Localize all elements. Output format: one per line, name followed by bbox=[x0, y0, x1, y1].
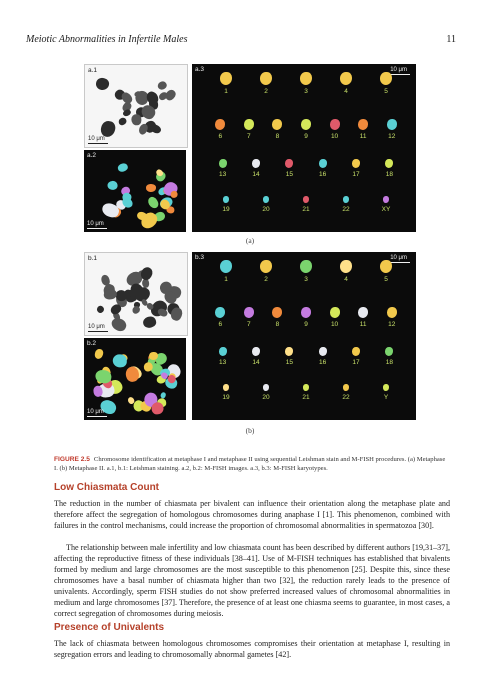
karyotype-label: 4 bbox=[344, 276, 348, 283]
panel-label: b.1 bbox=[88, 255, 98, 262]
karyotype-chromosome bbox=[340, 72, 352, 85]
karyotype-label: 6 bbox=[218, 133, 223, 140]
karyotype-chromosome bbox=[301, 119, 311, 130]
chromosome-blob bbox=[118, 163, 129, 173]
karyotype-chromosome bbox=[244, 307, 254, 318]
chromosome-blob bbox=[96, 78, 106, 89]
karyotype-label: 19 bbox=[222, 394, 230, 401]
panel-a2 bbox=[84, 150, 186, 232]
karyotype-chromosome bbox=[220, 260, 232, 273]
karyotype-label: 15 bbox=[285, 171, 293, 178]
karyotype-chromosome bbox=[300, 260, 312, 273]
karyotype-chromosome bbox=[319, 159, 327, 168]
karyotype-chromosome bbox=[387, 119, 397, 130]
section-heading: Low Chiasmata Count bbox=[54, 482, 160, 493]
scale-bar: 10 μm bbox=[87, 409, 107, 417]
scale-bar: 10 μm bbox=[390, 67, 410, 75]
karyotype-label: 8 bbox=[275, 321, 280, 328]
karyotype-chromosome bbox=[219, 159, 227, 168]
karyotype-chromosome bbox=[380, 260, 392, 273]
karyotype-label: 19 bbox=[222, 206, 230, 213]
karyotype-label: 10 bbox=[330, 133, 339, 140]
karyotype-chromosome bbox=[330, 119, 340, 130]
chromosome-blob bbox=[170, 190, 178, 198]
karyotype-chromosome bbox=[383, 196, 389, 203]
karyotype-label: 8 bbox=[275, 133, 280, 140]
karyotype-chromosome bbox=[260, 72, 272, 85]
chromosome-blob bbox=[149, 123, 163, 136]
karyotype-label: 20 bbox=[262, 394, 270, 401]
karyotype-label: 11 bbox=[359, 321, 367, 328]
karyotype-label: XY bbox=[381, 206, 391, 213]
chromosome-blob bbox=[96, 305, 106, 315]
karyotype-label: 9 bbox=[304, 321, 308, 328]
karyotype-label: 14 bbox=[252, 359, 260, 366]
karyotype-label: 3 bbox=[304, 88, 308, 95]
scale-bar: 10 μm bbox=[88, 136, 108, 144]
karyotype-chromosome bbox=[330, 307, 340, 318]
panel-label: a.1 bbox=[88, 67, 98, 74]
panel-label: b.3 bbox=[195, 254, 205, 261]
karyotype-label: 17 bbox=[352, 171, 360, 178]
karyotype-chromosome bbox=[263, 196, 269, 203]
karyotype-label: 16 bbox=[319, 359, 327, 366]
karyotype-label: 7 bbox=[247, 133, 251, 140]
karyotype-label: 1 bbox=[224, 88, 228, 95]
karyotype-chromosome bbox=[358, 119, 368, 130]
karyotype-label: 21 bbox=[302, 206, 310, 213]
chromosome-blob bbox=[142, 315, 158, 330]
chromosome-blob bbox=[107, 180, 118, 189]
chromosome-blob bbox=[146, 195, 160, 210]
karyotype-label: 12 bbox=[388, 321, 396, 328]
karyotype-chromosome bbox=[301, 307, 311, 318]
karyotype-label: 16 bbox=[319, 171, 327, 178]
karyotype-chromosome bbox=[303, 196, 309, 203]
karyotype-chromosome bbox=[272, 119, 282, 130]
karyotype-chromosome bbox=[343, 384, 349, 391]
figure-caption-label: FIGURE 2.5 bbox=[54, 456, 90, 463]
page-number: 11 bbox=[446, 34, 456, 45]
chromosome-blob bbox=[112, 354, 127, 368]
karyotype-chromosome bbox=[215, 119, 225, 130]
scale-bar: 10 μm bbox=[87, 221, 107, 229]
figure-caption-text: Chromosome identification at metaphase I and metaphase II using sequential Leishman stain and M-FISH procedures. (a) Metaphase I. (b) Metaphase II. a.1, b.1: Leishman staining. a.2, b.2: M-FISH images. a.3, b.3: M-FISH karyotypes. bbox=[54, 456, 446, 472]
karyotype-chromosome bbox=[343, 196, 349, 203]
chromosome-blob bbox=[99, 273, 110, 286]
karyotype-label: 6 bbox=[218, 321, 223, 328]
karyotype-chromosome bbox=[300, 72, 312, 85]
karyotype-label: 5 bbox=[384, 276, 388, 283]
chromosome-blob bbox=[146, 183, 157, 192]
paragraph: The relationship between male infertility and low chiasmata count has been described by different authors [19,31–37], affecting the reproductive fitness of these individuals [38–41]. Use of M-FISH techniques has established that bivalents formed by medium and large chromosomes are the most susceptible to this phenomenon [25]. Despite this, since these chromosomes have a basal number of chiasmata higher than two [32], the reduction rarely leads to the presence of univalents. Accordingly, sperm FISH studies do not show preferred increased values of chromosomal abnormalities in medium and large chromosomes [37]. Therefore, the presence of at least one chiasma seems to guarantee, in most cases, a correct segregation of chromosomes during meiosis. bbox=[54, 543, 450, 618]
karyotype-chromosome bbox=[352, 347, 360, 356]
scale-bar: 10 μm bbox=[390, 255, 410, 263]
karyotype-chromosome bbox=[263, 384, 269, 391]
karyotype-label: 20 bbox=[262, 206, 270, 213]
chromosome-blob bbox=[94, 348, 105, 360]
karyotype-chromosome bbox=[358, 307, 368, 318]
karyotype-chromosome bbox=[303, 384, 309, 391]
panel-b2 bbox=[84, 338, 186, 420]
karyotype-chromosome bbox=[272, 307, 282, 318]
figure-caption bbox=[54, 455, 450, 473]
panel-label: a.2 bbox=[87, 152, 97, 159]
karyotype-chromosome bbox=[223, 384, 229, 391]
karyotype-label: 5 bbox=[384, 88, 388, 95]
karyotype-chromosome bbox=[252, 347, 260, 356]
karyotype-label: 2 bbox=[264, 276, 268, 283]
chromosome-blob bbox=[132, 114, 142, 125]
running-head: Meiotic Abnormalities in Infertile Males bbox=[26, 34, 188, 45]
karyotype-label: 11 bbox=[359, 133, 367, 140]
karyotype-chromosome bbox=[285, 159, 293, 168]
karyotype-chromosome bbox=[319, 347, 327, 356]
karyotype-label: 21 bbox=[302, 394, 310, 401]
karyotype-chromosome bbox=[220, 72, 232, 85]
panel-label: a.3 bbox=[195, 66, 205, 73]
karyotype-label: 4 bbox=[344, 88, 348, 95]
karyotype-label: Y bbox=[383, 394, 389, 401]
karyotype-chromosome bbox=[385, 159, 393, 168]
karyotype-label: 13 bbox=[219, 359, 227, 366]
panel-a3 bbox=[192, 64, 416, 232]
karyotype-label: 18 bbox=[385, 359, 393, 366]
karyotype-label: 22 bbox=[342, 394, 350, 401]
karyotype-label: 17 bbox=[352, 359, 360, 366]
karyotype-chromosome bbox=[383, 384, 389, 391]
figure-sublabel-a: (a) bbox=[245, 236, 255, 245]
karyotype-label: 7 bbox=[247, 321, 251, 328]
scale-bar: 10 μm bbox=[88, 324, 108, 332]
paragraph: The lack of chiasmata between homologous chromosomes compromises their orientation at metaphase I, resulting in segregation errors and leading to chromosomally abnormal gametes [42]. bbox=[54, 639, 450, 659]
karyotype-chromosome bbox=[244, 119, 254, 130]
chromosome-blob bbox=[156, 80, 168, 92]
panel-b1 bbox=[84, 252, 188, 336]
panel-label: b.2 bbox=[87, 340, 97, 347]
karyotype-label: 18 bbox=[385, 171, 393, 178]
karyotype-label: 3 bbox=[304, 276, 308, 283]
karyotype-label: 10 bbox=[330, 321, 339, 328]
karyotype-chromosome bbox=[252, 159, 260, 168]
karyotype-chromosome bbox=[387, 307, 397, 318]
karyotype-chromosome bbox=[340, 260, 352, 273]
karyotype-chromosome bbox=[285, 347, 293, 356]
karyotype-chromosome bbox=[385, 347, 393, 356]
karyotype-chromosome bbox=[223, 196, 229, 203]
figure-sublabel-b: (b) bbox=[245, 426, 255, 435]
karyotype-label: 22 bbox=[342, 206, 350, 213]
karyotype-label: 12 bbox=[388, 133, 396, 140]
karyotype-label: 13 bbox=[219, 171, 227, 178]
karyotype-chromosome bbox=[215, 307, 225, 318]
karyotype-label: 9 bbox=[304, 133, 308, 140]
karyotype-label: 14 bbox=[252, 171, 260, 178]
section-heading: Presence of Univalents bbox=[54, 622, 165, 633]
karyotype-label: 2 bbox=[264, 88, 268, 95]
chromosome-blob bbox=[118, 117, 128, 127]
karyotype-chromosome bbox=[260, 260, 272, 273]
karyotype-chromosome bbox=[219, 347, 227, 356]
panel-a1 bbox=[84, 64, 188, 148]
karyotype-chromosome bbox=[352, 159, 360, 168]
karyotype-label: 1 bbox=[224, 276, 228, 283]
paragraph: The reduction in the number of chiasmata per bivalent can influence their orientation along the metaphase plate and therefore affect the segregation of homologous chromosomes during anaphase I [1]. This phenomenon, combined with failures in the control mechanisms, could increase the proportion of chromosomal abnormalities in spermatozoa [30]. bbox=[54, 499, 450, 530]
karyotype-chromosome bbox=[380, 72, 392, 85]
panel-b3 bbox=[192, 252, 416, 420]
karyotype-label: 15 bbox=[285, 359, 293, 366]
